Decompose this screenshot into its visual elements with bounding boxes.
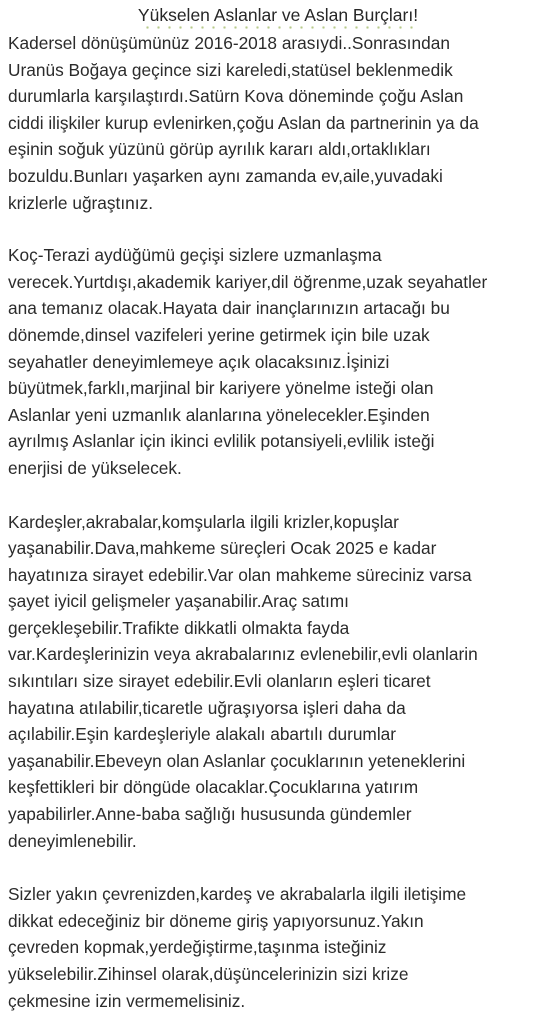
document-title [138,5,418,29]
paragraph-1: Kadersel dönüşümünüz 2016-2018 arasıydi..Sonrasından Uranüs Boğaya geçince sizi kareledi,statüsel beklenmedik durumlarla karşılaştırdı.Satürn Kova döneminde çoğu Aslan ciddi ilişkiler kurup evlenirken,çoğu Aslan da partnerinin ya da eşinin soğuk yüzünü görüp ayrılık kararı aldı,ortaklıkları bozuldu.Bunları yaşarken aynı zamanda ev,aile,yuvadaki krizlerle uğraştınız. [8,33,479,213]
title-container [8,0,548,30]
spellcheck-underline-decoration [142,26,414,29]
paragraph-3: Kardeşler,akrabalar,komşularla ilgili krizler,kopuşlar yaşanabilir.Dava,mahkeme süreçleri Ocak 2025 e kadar hayatınıza sirayet edebilir.Var olan mahkeme süreciniz varsa şayet iyicil gelişmeler yaşanabilir.Araç satımı gerçekleşebilir.Trafikte dikkatli olmakta fayda var.Kardeşlerinizin veya akrabalarınız evlenebilir,evli olanlarin sıkıntıları size sirayet edebilir.Evli olanların eşleri ticaret hayatına atılabilir,ticaretle uğraşıyorsa işleri daha da açılabilir.Eşin kardeşleriyle alakalı abartılı durumlar yaşanabilir.Ebeveyn olan Aslanlar çocuklarının yeteneklerini keşfettikleri bir döngüde olacaklar.Çocuklarına yatırım yapabilirler.Anne-baba sağlığı hususunda gündemler deneyimlenebilir. [8,511,478,851]
paragraph-2: Koç-Terazi aydüğümü geçişi sizlere uzmanlaşma verecek.Yurtdışı,akademik kariyer,dil öğrenme,uzak seyahatler ana temanız olacak.Hayata dair inançlarınızın artacağı bu dönemde,dinsel vazifeleri yerine getirmek için bile uzak seyahatler deneyimlemeye açık olacaksınız.İşinizi büyütmek,farklı,marjinal bir kariyere yönelme isteği olan Aslanlar yeni uzmanlık alanlarına yönelecekler.Eşinden ayrılmış Aslanlar için ikinci evlilik potansiyeli,evlilik isteği enerjisi de yükselecek. [8,245,488,478]
document-title-text: Yükselen Aslanlar ve Aslan Burçları! [137,5,419,25]
paragraph-4: Sizler yakın çevrenizden,kardeş ve akrabalarla ilgili iletişime dikkat edeceğiniz bir döneme giriş yapıyorsunuz.Yakın çevreden kopmak,yerdeğiştirme,taşınma isteğiniz yükselebilir.Zihinsel olarak,düşüncelerinizin sizi krize çekmesine izin vermemelisiniz. [8,884,467,1011]
